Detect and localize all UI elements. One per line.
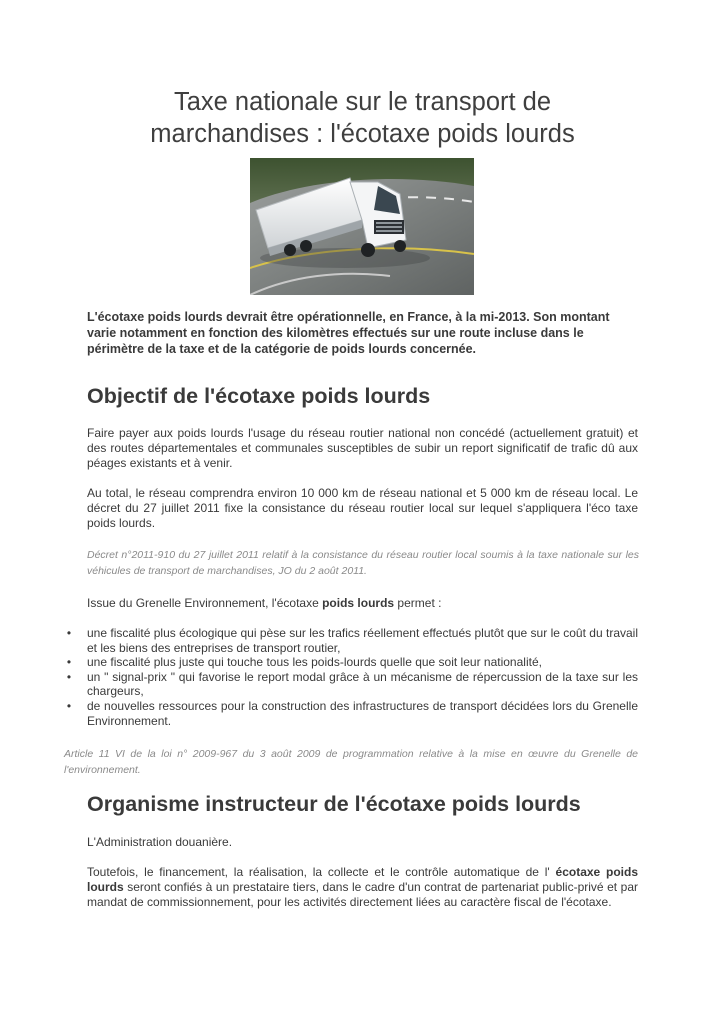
list-item xyxy=(64,699,638,728)
list-item xyxy=(64,655,638,670)
title-line-2: marchandises : l'écotaxe poids lourds xyxy=(150,120,575,148)
truck-illustration xyxy=(250,158,474,295)
organisme-bold: écotaxe poids lourds xyxy=(87,865,639,894)
objectif-paragraph-1: Faire payer aux poids lourds l'usage du réseau routier national non concédé (actuellement gratuit) et des routes départementales et communales susceptibles de subir un report significatif de trafic dû aux péages existants et à venir. xyxy=(87,426,638,470)
intro-text: Issue du Grenelle Environnement, l'écotaxe xyxy=(87,596,323,610)
section-heading-objectif: Objectif de l'écotaxe poids lourds xyxy=(87,384,431,408)
list-item xyxy=(64,626,638,655)
list-item-text: un " signal-prix " qui favorise le report modal grâce à un mécanisme de répercussion de la taxe sur les chargeurs, xyxy=(87,669,638,699)
page-title xyxy=(60,86,665,150)
objectif-paragraph-2: Au total, le réseau comprendra environ 10 000 km de réseau national et 5 000 km de réseau local. Le décret du 27 juillet 2011 fixe la consistance du réseau routier local sur lequel s'appliquera l'éco taxe poids lourds. xyxy=(87,486,638,530)
bullet-list xyxy=(64,626,638,728)
intro-text-end: permet : xyxy=(394,596,442,610)
list-item-text: une fiscalité plus juste qui touche tous les poids-lourds quelle que soit leur nationalité, xyxy=(87,655,542,670)
title-line-1: Taxe nationale sur le transport de xyxy=(173,88,552,116)
organisme-paragraph-2 xyxy=(87,865,638,910)
citation-loi: Article 11 VI de la loi n° 2009-967 du 3 août 2009 de programmation relative à la mise en œuvre du Grenelle de l'environnement. xyxy=(64,748,638,776)
bullet-icon: • xyxy=(66,698,72,713)
truck-photo xyxy=(250,158,474,295)
bullet-icon: • xyxy=(66,669,72,684)
intro-bold: poids lourds xyxy=(322,596,395,610)
section-heading-organisme: Organisme instructeur de l'écotaxe poids lourds xyxy=(87,792,581,816)
organisme-text-end: seront confiés à un prestataire tiers, dans le cadre d'un contrat de partenariat public-privé et par mandat de commissionnement, pour les activités directement liées au caractère fiscal de l'écotaxe. xyxy=(87,880,638,909)
citation-decret: Décret n°2011-910 du 27 juillet 2011 relatif à la consistance du réseau routier local soumis à la taxe nationale sur les véhicules de transport de marchandises, JO du 2 août 2011. xyxy=(87,549,639,577)
lead-paragraph: L'écotaxe poids lourds devrait être opérationnelle, en France, à la mi-2013. Son montant varie notamment en fonction des kilomètres effectués sur une route incluse dans le périmètre de la taxe et de la catégorie de poids lourds concernée. xyxy=(87,310,610,356)
list-item-text: une fiscalité plus écologique qui pèse sur les trafics réellement effectués plutôt que sur le coût du travail et les biens des entreprises de transport routier, xyxy=(87,626,638,655)
bullet-icon: • xyxy=(66,655,72,670)
bullet-icon: • xyxy=(66,626,72,640)
intro-paragraph xyxy=(87,596,638,611)
list-item-text: de nouvelles ressources pour la construction des infrastructures de transport décidées lors du Grenelle Environnement. xyxy=(87,698,638,728)
list-item xyxy=(64,670,638,699)
organisme-paragraph-1: L'Administration douanière. xyxy=(87,835,233,849)
organisme-text: Toutefois, le financement, la réalisation, la collecte et le contrôle automatique de l' xyxy=(87,865,556,879)
